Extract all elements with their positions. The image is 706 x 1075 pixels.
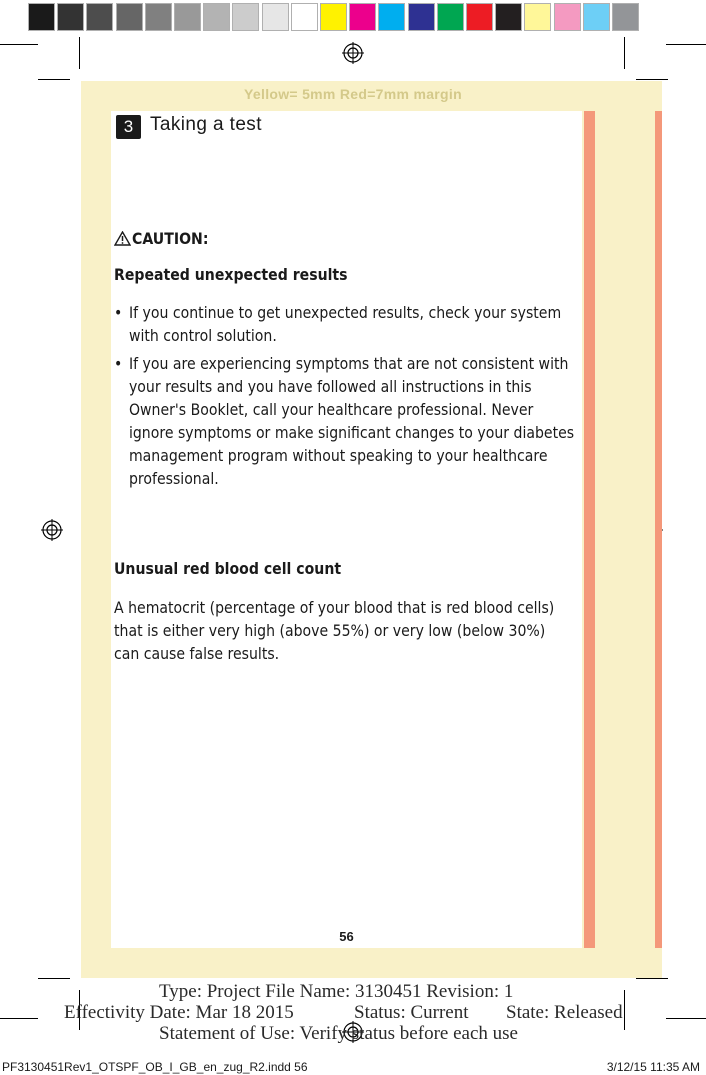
- margin-guide-bar: [655, 111, 662, 948]
- doc-meta-status: Status: Current: [354, 1002, 469, 1023]
- hematocrit-paragraph: A hematocrit (percentage of your blood that is red blood cells) that is either very high (above 55%) or very low (below 30%) can cause false results.: [114, 598, 555, 663]
- color-swatch: [437, 3, 464, 31]
- margin-guide-label: Yellow= 5mm Red=7mm margin: [244, 86, 462, 102]
- doc-meta-statement: Statement of Use: Verify status before each use: [159, 1023, 518, 1044]
- warning-triangle-icon: [114, 231, 131, 246]
- color-swatch: [495, 3, 522, 31]
- subheading-repeated-results: Repeated unexpected results: [114, 265, 348, 284]
- doc-meta-state: State: Released: [506, 1002, 623, 1023]
- crop-mark: [38, 79, 70, 80]
- color-swatch: [57, 3, 84, 31]
- color-swatch: [349, 3, 376, 31]
- slug-timestamp: 3/12/15 11:35 AM: [606, 1060, 700, 1074]
- color-swatch: [320, 3, 347, 31]
- slug-filename: PF3130451Rev1_OTSPF_OB_I_GB_en_zug_R2.indd 56: [2, 1060, 308, 1074]
- list-item: • If you are experiencing symptoms that are not consistent with your results and you have followed all instructions in this Owner's Booklet, call your healthcare professional. Never ignore symptoms or make significant changes to your diabetes management program without speaking to your healthcare professional.: [114, 352, 580, 490]
- color-swatch: [554, 3, 581, 31]
- crop-mark: [666, 1018, 706, 1019]
- crop-mark: [79, 37, 80, 69]
- margin-guide-bar: [584, 111, 595, 948]
- bullet-list: [114, 301, 584, 495]
- page-number: 56: [339, 929, 354, 944]
- color-swatch: [583, 3, 610, 31]
- crop-mark: [636, 978, 668, 979]
- crop-mark: [624, 37, 625, 69]
- registration-mark-icon: [41, 519, 63, 541]
- registration-mark-icon: [342, 42, 364, 64]
- color-swatch: [524, 3, 551, 31]
- crop-mark: [636, 79, 668, 80]
- caution-label: CAUTION:: [132, 229, 209, 248]
- crop-mark: [38, 978, 70, 979]
- caution-heading: [114, 229, 219, 248]
- color-swatch: [291, 3, 318, 31]
- color-swatch: [612, 3, 639, 31]
- section-title: Taking a test: [150, 114, 262, 135]
- crop-mark: [0, 44, 38, 45]
- list-item: • If you continue to get unexpected results, check your system with control solution.: [114, 301, 580, 347]
- section-number-badge: 3: [116, 115, 141, 139]
- color-swatch: [203, 3, 230, 31]
- color-swatch: [86, 3, 113, 31]
- color-swatch: [466, 3, 493, 31]
- color-swatch: [28, 3, 55, 31]
- doc-meta-line-1: Type: Project File Name: 3130451 Revision: 1: [159, 981, 514, 1002]
- crop-mark: [0, 1018, 38, 1019]
- color-swatch: [378, 3, 405, 31]
- color-swatch: [145, 3, 172, 31]
- color-swatch: [116, 3, 143, 31]
- doc-meta-effectivity: Effectivity Date: Mar 18 2015: [64, 1002, 294, 1023]
- color-swatch: [174, 3, 201, 31]
- crop-mark: [624, 990, 625, 1030]
- color-swatch: [232, 3, 259, 31]
- subheading-red-blood-cell: Unusual red blood cell count: [114, 559, 342, 578]
- color-swatch: [408, 3, 435, 31]
- crop-mark: [666, 44, 706, 45]
- color-swatch: [262, 3, 289, 31]
